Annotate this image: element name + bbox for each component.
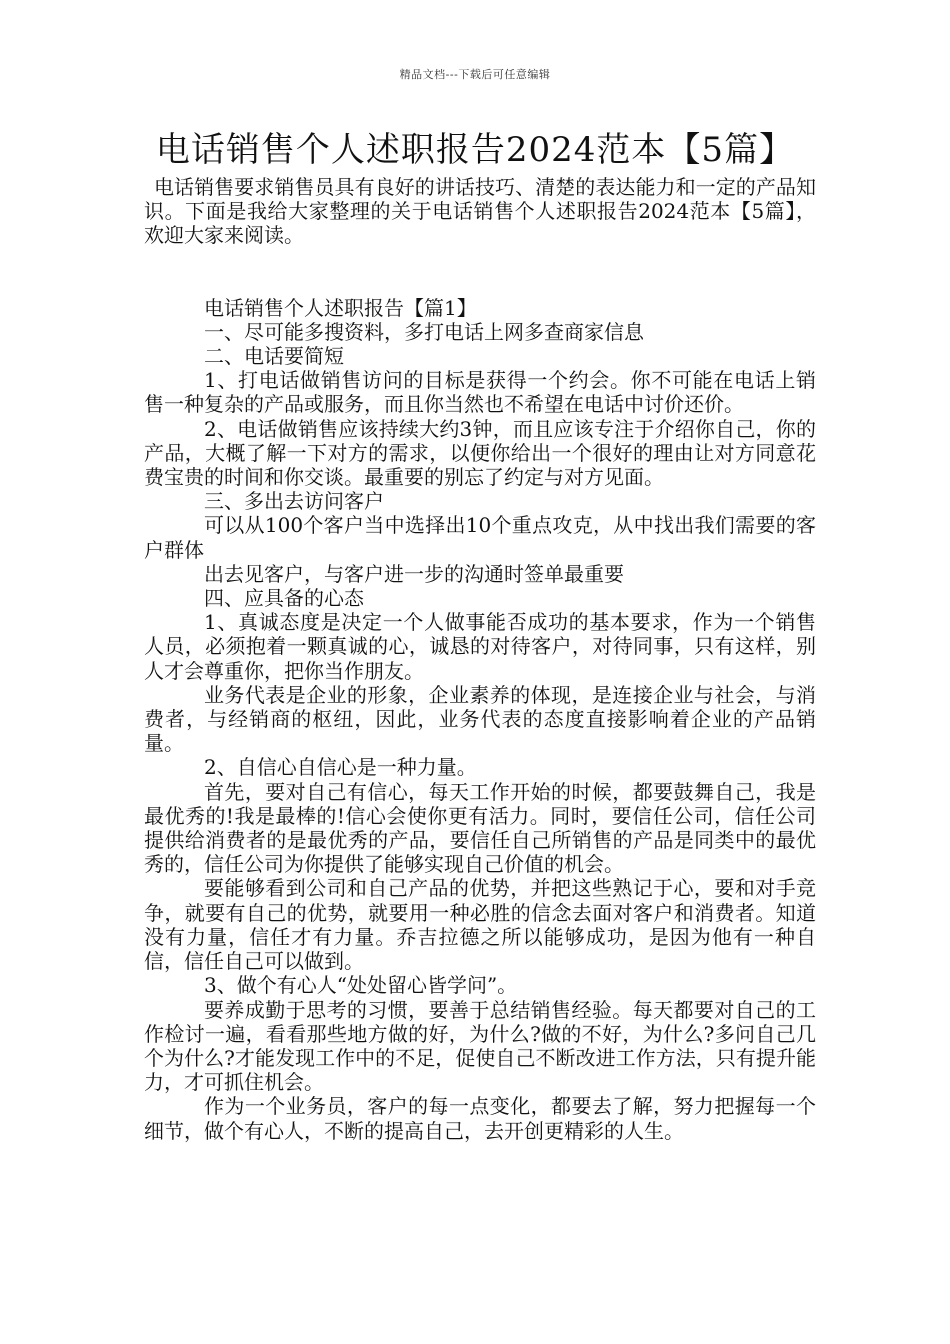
body-paragraph: 出去见客户，与客户进一步的沟通时签单最重要 bbox=[204, 561, 624, 586]
header-note: 精品文档---下载后可任意编辑 bbox=[399, 68, 551, 81]
document-body bbox=[144, 175, 816, 1143]
body-paragraph: 2、电话做销售应该持续大约3钟，而且应该专注于介绍你自己，你的产品，大概了解一下对方的需求，以便你给出一个很好的理由让对方同意花费宝贵的时间和你交谈。最重要的别忘了约定与对方见面。 bbox=[144, 416, 816, 490]
body-paragraph: 1、打电话做销售访问的目标是获得一个约会。你不可能在电话上销售一种复杂的产品或服务，而且你当然也不希望在电话中讨价还价。 bbox=[144, 368, 816, 417]
body-paragraph: 2、自信心自信心是一种力量。 bbox=[204, 755, 477, 780]
body-paragraph: 业务代表是企业的形象，企业素养的体现，是连接企业与社会，与消费者，与经销商的枢纽，因此，业务代表的态度直接影响着企业的产品销量。 bbox=[144, 682, 816, 756]
section-heading-part1: 电话销售个人述职报告【篇1】 bbox=[204, 295, 477, 320]
paragraph-gap bbox=[144, 248, 816, 296]
body-paragraph: 作为一个业务员，客户的每一点变化，都要去了解，努力把握每一个细节，做个有心人，不断的提高自己，去开创更精彩的人生。 bbox=[144, 1094, 816, 1143]
subheading: 三、多出去访问客户 bbox=[204, 489, 384, 514]
subheading: 一、尽可能多搜资料，多打电话上网多查商家信息 bbox=[204, 319, 644, 344]
body-paragraph: 要能够看到公司和自己产品的优势，并把这些熟记于心，要和对手竞争，就要有自己的优势，就要用一种必胜的信念去面对客户和消费者。知道没有力量，信任才有力量。乔吉拉德之所以能够成功，是因为他有一种自信，信任自己可以做到。 bbox=[144, 876, 816, 974]
intro-paragraph: 电话销售要求销售员具有良好的讲话技巧、清楚的表达能力和一定的产品知识。下面是我给大家整理的关于电话销售个人述职报告2024范本【5篇】，欢迎大家来阅读。 bbox=[144, 175, 816, 248]
body-paragraph: 1、真诚态度是决定一个人做事能否成功的基本要求，作为一个销售人员，必须抱着一颗真诚的心，诚恳的对待客户，对待同事，只有这样，别人才会尊重你，把你当作朋友。 bbox=[144, 610, 816, 683]
body-paragraph: 要养成勤于思考的习惯，要善于总结销售经验。每天都要对自己的工作检讨一遍，看看那些地方做的好，为什么?做的不好，为什么?多问自己几个为什么?才能发现工作中的不足，促使自己不断改进工作方法，只有提升能力，才可抓住机会。 bbox=[144, 997, 816, 1095]
subheading: 二、电话要简短 bbox=[204, 344, 344, 369]
body-paragraph: 首先，要对自己有信心，每天工作开始的时候，都要鼓舞自己，我是最优秀的!我是最棒的!信心会使你更有活力。同时，要信任公司，信任公司提供给消费者的是最优秀的产品，要信任自己所销售的产品是同类中的最优秀的，信任公司为你提供了能够实现自己价值的机会。 bbox=[144, 779, 816, 877]
body-paragraph: 可以从100个客户当中选择出10个重点攻克，从中找出我们需要的客户群体 bbox=[144, 513, 816, 562]
body-paragraph: 3、做个有心人“处处留心皆学问”。 bbox=[204, 973, 518, 998]
document-title: 电话销售个人述职报告2024范本【5篇】 bbox=[155, 130, 795, 170]
subheading: 四、应具备的心态 bbox=[204, 586, 364, 611]
